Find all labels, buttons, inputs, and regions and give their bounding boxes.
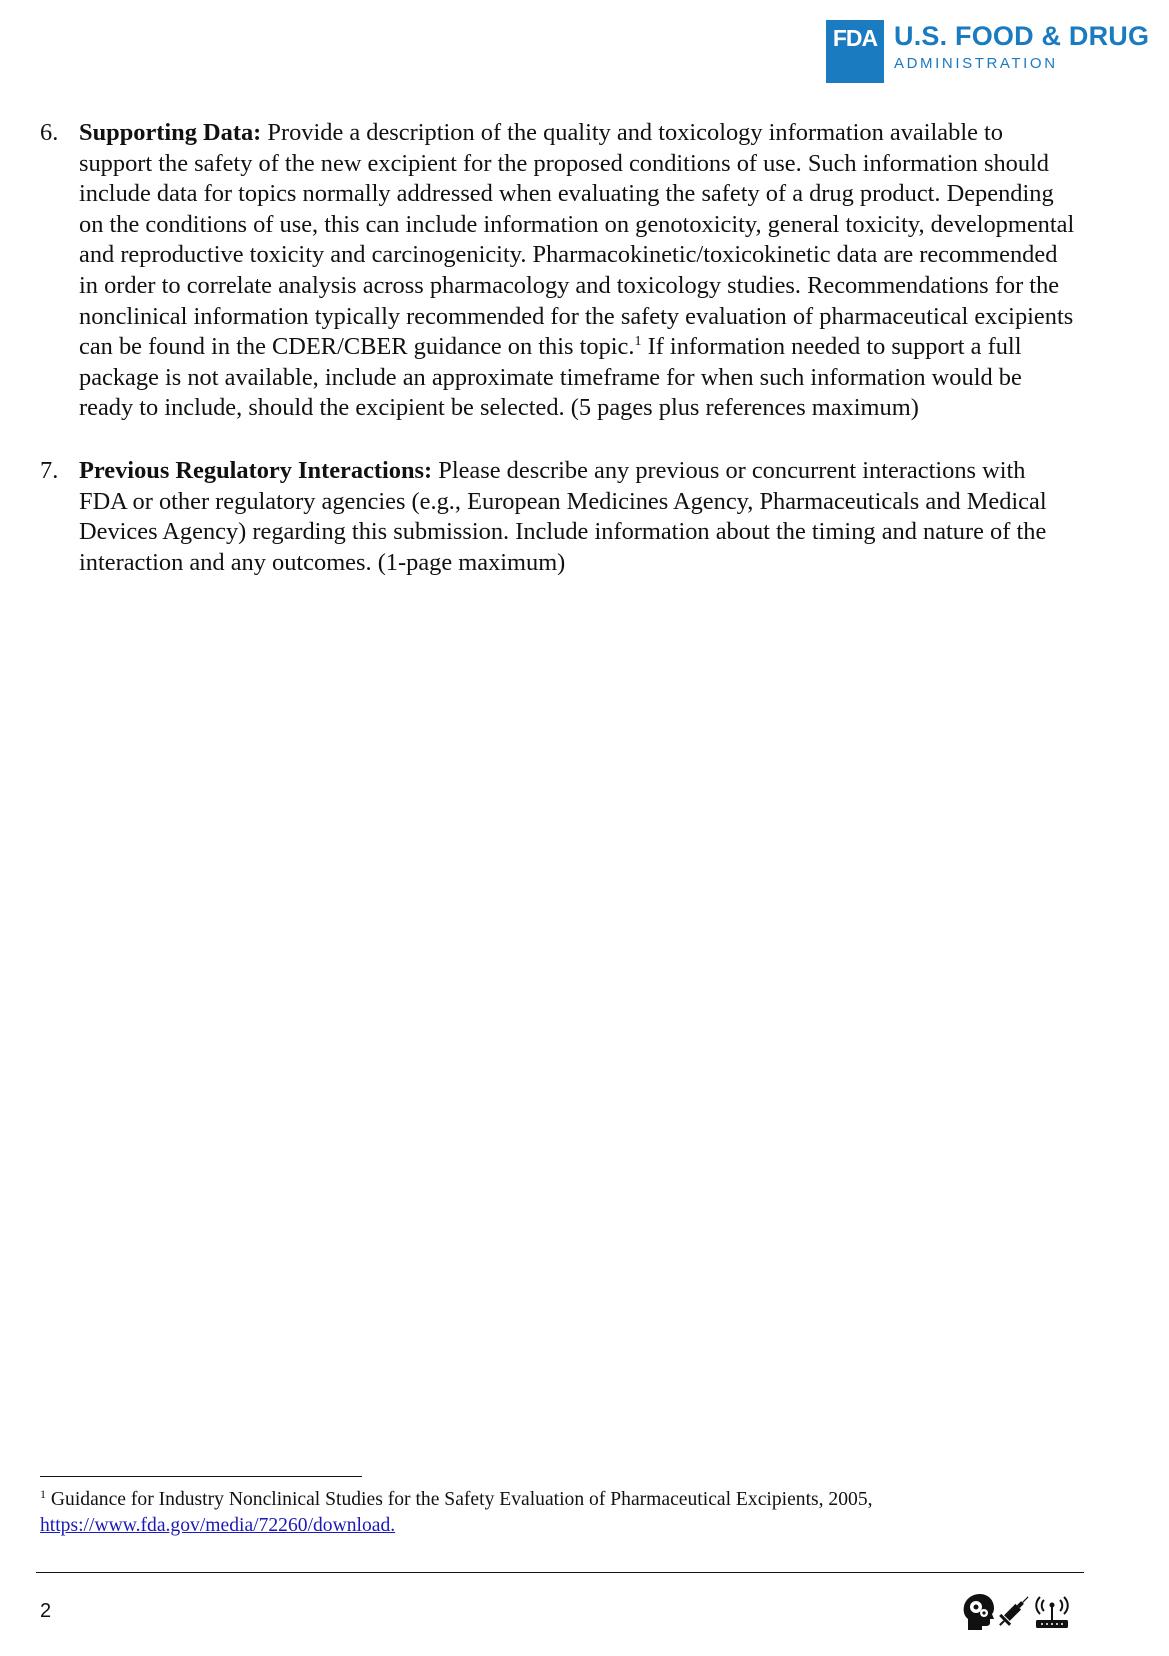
item-title: Previous Regulatory Interactions:: [79, 456, 433, 484]
footnote-ref[interactable]: 1: [634, 334, 642, 350]
footnote-link[interactable]: https://www.fda.gov/media/72260/download.: [40, 1515, 396, 1536]
item-body-continued: If information needed to support a full package is not available, include an approximate timeframe for when such information would be ready to include, should the excipient be selected. (5 pages plus references maximum): [79, 333, 1022, 422]
syringe-icon: [996, 1592, 1032, 1630]
footnote-marker: 1: [40, 1487, 46, 1501]
fda-logo-line1: U.S. FOOD & DRUG: [894, 21, 1150, 51]
fda-logo-text: [894, 20, 1149, 83]
footer-divider: [36, 1572, 1084, 1573]
footnote-divider: [40, 1476, 362, 1477]
item-text: [79, 456, 1079, 578]
list-item-supporting-data: [40, 118, 1080, 424]
item-number: 7.: [40, 456, 59, 484]
item-body: Provide a description of the quality and toxicology information available to support the safety of the new excipient for the proposed conditions of use. Such information should include data for topics normally addressed when evaluating the safety of a drug product. Depending on the conditions of use, this can include information on genotoxicity, general toxicity, developmental and reproductive toxicity and carcinogenicity. Pharmacokinetic/toxicokinetic data are recommended in order to correlate analysis across pharmacology and toxicology studies. Recommendations for the nonclinical information typically recommended for the safety evaluation of pharmaceutical excipients can be found in the CDER/CBER guidance on this topic.: [79, 119, 1075, 361]
footnote-text: Guidance for Industry Nonclinical Studies for the Safety Evaluation of Pharmaceutical Excipients, 2005,: [46, 1489, 873, 1510]
item-title: Supporting Data:: [79, 119, 262, 146]
page-number: 2: [40, 1600, 52, 1622]
fda-logo-line2: ADMINISTRATION: [894, 55, 1058, 72]
footer-icons: [962, 1592, 1072, 1630]
fda-logo-box: FDA: [826, 20, 884, 83]
footnote: [40, 1487, 1120, 1539]
item-body: Please describe any previous or concurrent interactions with FDA or other regulatory agencies (e.g., European Medicines Agency, Pharmaceuticals and Medical Devices Agency) regarding this submission. Include information about the timing and nature of the interaction and any outcomes. (1-page maximum): [79, 456, 1047, 576]
item-text: [79, 118, 1079, 424]
item-number: 6.: [40, 119, 59, 146]
head-gears-icon: [962, 1592, 996, 1630]
fda-logo: [826, 20, 1149, 83]
list-item-previous-regulatory-interactions: [40, 456, 1080, 578]
document-body: [40, 118, 1080, 610]
wireless-device-icon: [1032, 1592, 1072, 1630]
